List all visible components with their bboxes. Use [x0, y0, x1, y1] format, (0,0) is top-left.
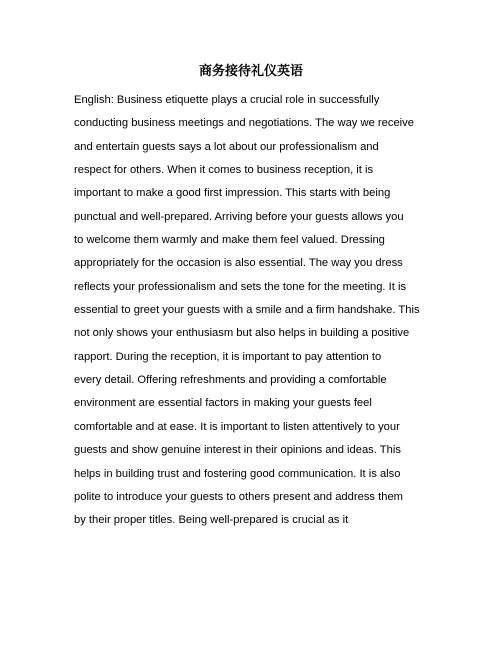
- text-line: English: Business etiquette plays a crucial role in successfully: [74, 94, 380, 106]
- text-line: comfortable and at ease. It is important to listen attentively to your: [74, 420, 400, 433]
- text-line: polite to introduce your guests to others present and address them: [74, 490, 403, 503]
- text-line: helps in building trust and fostering good communication. It is also: [74, 467, 401, 480]
- text-line: environment are essential factors in making your guests feel: [74, 397, 372, 410]
- text-line: guests and show genuine interest in their opinions and ideas. This: [74, 444, 401, 457]
- text-line: to welcome them warmly and make them feel valued. Dressing: [74, 234, 385, 247]
- document-body: [74, 89, 432, 533]
- text-line: essential to greet your guests with a smile and a firm handshake. This: [74, 304, 420, 317]
- text-line: and entertain guests says a lot about our professionalism and: [74, 140, 379, 153]
- text-line: reflects your professionalism and sets the tone for the meeting. It is: [74, 280, 407, 293]
- text-line: every detail. Offering refreshments and providing a comfortable: [74, 374, 387, 387]
- document-title: 商务接待礼仪英语: [198, 64, 303, 79]
- text-line: not only shows your enthusiasm but also helps in building a positive: [74, 327, 410, 340]
- text-line: punctual and well-prepared. Arriving before your guests allows you: [74, 210, 404, 223]
- text-line: by their proper titles. Being well-prepared is crucial as it: [74, 514, 349, 527]
- text-line: respect for others. When it comes to business reception, it is: [74, 164, 374, 177]
- text-line: rapport. During the reception, it is important to pay attention to: [74, 350, 382, 363]
- text-line: important to make a good first impression. This starts with being: [74, 187, 391, 200]
- text-line: appropriately for the occasion is also essential. The way you dress: [74, 257, 403, 270]
- text-line: conducting business meetings and negotiations. The way we receive: [74, 117, 414, 130]
